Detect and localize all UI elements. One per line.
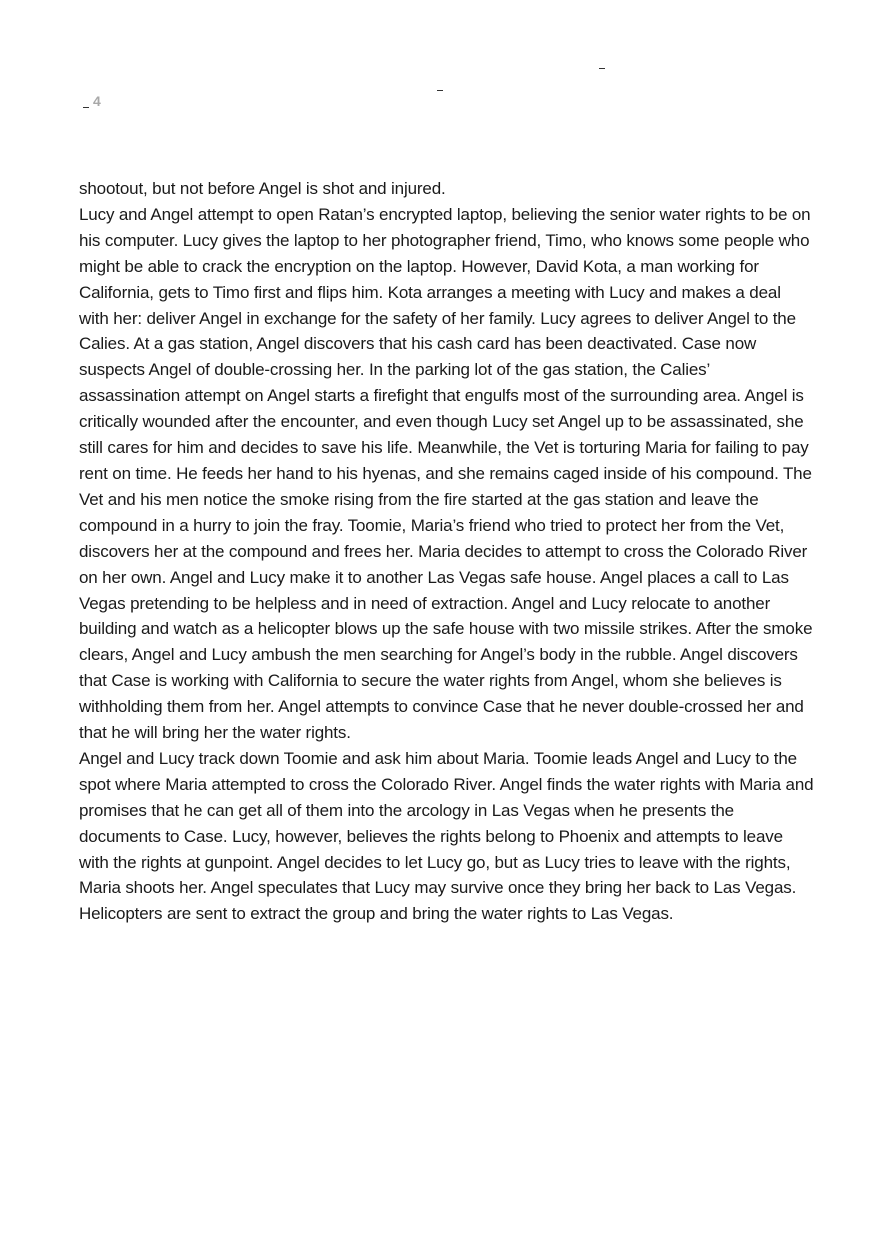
- paragraph-2: Lucy and Angel attempt to open Ratan’s encrypted laptop, believing the senior water rights to be on his computer. Lucy gives the laptop to her photographer friend, Timo, who knows some people who might be able to crack the encryption on the laptop. However, David Kota, a man working for California, gets to Timo first and flips him. Kota arranges a meeting with Lucy and makes a deal with her: deliver Angel in exchange for the safety of her family. Lucy agrees to deliver Angel to the Calies. At a gas station, Angel discovers that his cash card has been deactivated. Case now suspects Angel of double-crossing her. In the parking lot of the gas station, the Calies’ assassination attempt on Angel starts a firefight that engulfs most of the surrounding area. Angel is critically wounded after the encounter, and even though Lucy set Angel up to be assassinated, she still cares for him and decides to save his life. Meanwhile, the Vet is torturing Maria for failing to pay rent on time. He feeds her hand to his hyenas, and she remains caged inside of his compound. The Vet and his men notice the smoke rising from the fire started at the gas station and leave the compound in a hurry to join the fray. Toomie, Maria’s friend who tried to protect her from the Vet, discovers her at the compound and frees her. Maria decides to attempt to cross the Colorado River on her own. Angel and Lucy make it to another Las Vegas safe house. Angel places a call to Las Vegas pretending to be helpless and in need of extraction. Angel and Lucy relocate to another building and watch as a helicopter blows up the safe house with two missile strikes. After the smoke clears, Angel and Lucy ambush the men searching for Angel’s body in the rubble. Angel discovers that Case is working with California to secure the water rights from Angel, whom she believes is withholding them from her. Angel attempts to convince Case that he never double-crossed her and that he will bring her the water rights.: [79, 204, 813, 743]
- header-dash-mark: [599, 68, 605, 69]
- body-text: [79, 176, 815, 927]
- page-number: 4: [93, 93, 101, 109]
- paragraph-3: Angel and Lucy track down Toomie and ask him about Maria. Toomie leads Angel and Lucy to the spot where Maria attempted to cross the Colorado River. Angel finds the water rights with Maria and promises that he can get all of them into the arcology in Las Vegas when he presents the documents to Case. Lucy, however, believes the rights belong to Phoenix and attempts to leave with the rights at gunpoint. Angel decides to let Lucy go, but as Lucy tries to leave with the rights, Maria shoots her. Angel speculates that Lucy may survive once they bring her back to Las Vegas. Helicopters are sent to extract the group and bring the water rights to Las Vegas.: [79, 748, 814, 924]
- paragraph-1: shootout, but not before Angel is shot and injured.: [79, 179, 446, 198]
- page-number-dash-mark: [83, 107, 89, 108]
- header-dash-mark: [437, 90, 443, 91]
